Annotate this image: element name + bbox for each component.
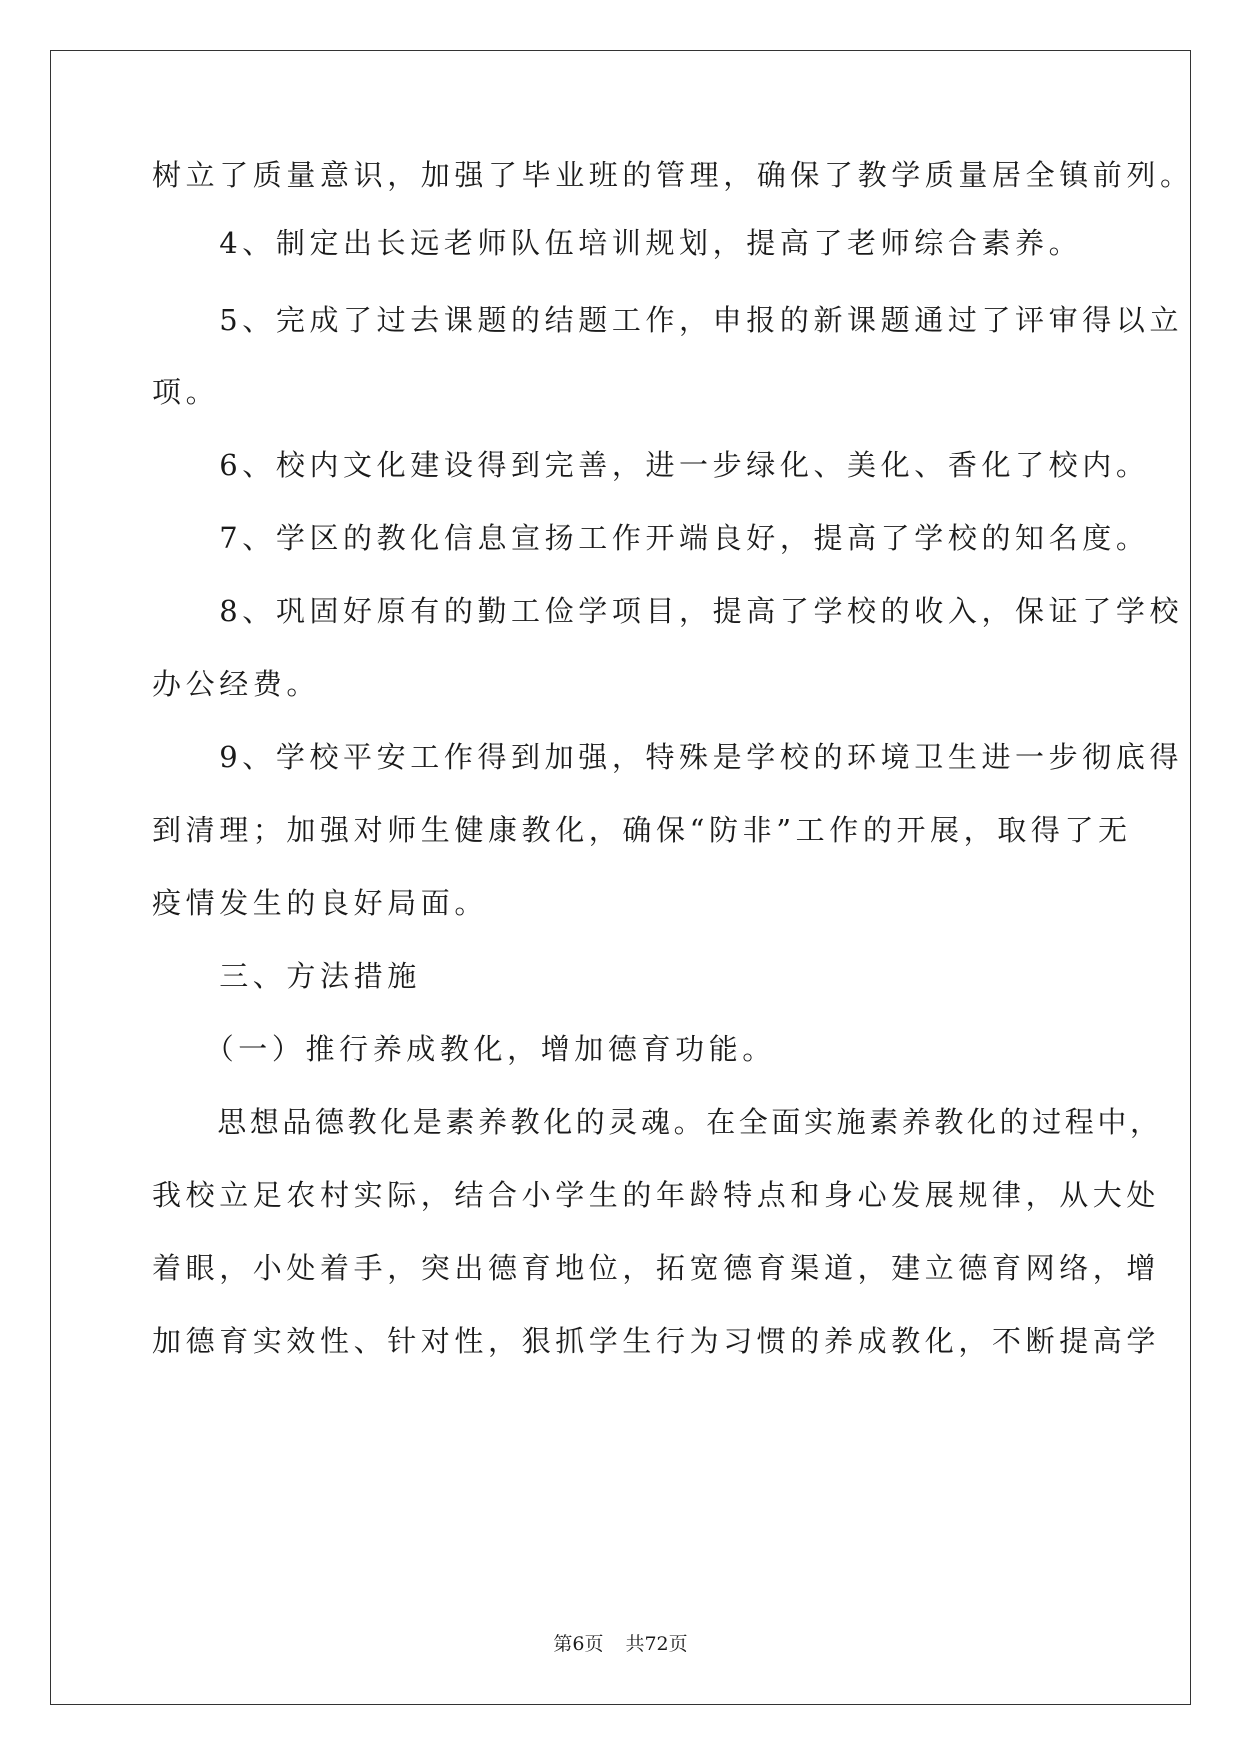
text-line: 8、巩固好原有的勤工俭学项目，提高了学校的收入，保证了学校 xyxy=(152,594,1184,628)
text-line: 7、学区的教化信息宣扬工作开端良好，提高了学校的知名度。 xyxy=(152,521,1150,555)
page-number: 第6页 xyxy=(553,1633,604,1655)
page-total: 共72页 xyxy=(625,1633,688,1655)
text-line: 疫情发生的良好局面。 xyxy=(152,886,489,920)
text-line: 5、完成了过去课题的结题工作，申报的新课题通过了评审得以立 xyxy=(152,303,1184,337)
text-line: 我校立足农村实际，结合小学生的年龄特点和身心发展规律，从大处 xyxy=(152,1178,1161,1212)
text-line: 思想品德教化是素养教化的灵魂。在全面实施素养教化的过程中， xyxy=(152,1105,1163,1139)
text-line: 9、学校平安工作得到加强，特殊是学校的环境卫生进一步彻底得 xyxy=(152,740,1184,774)
text-line: 着眼，小处着手，突出德育地位，拓宽德育渠道，建立德育网络，增 xyxy=(152,1251,1161,1285)
text-line: 树立了质量意识，加强了毕业班的管理，确保了教学质量居全镇前列。 xyxy=(152,158,1194,192)
text-line: 项。 xyxy=(152,375,220,409)
text-line: 加德育实效性、针对性，狠抓学生行为习惯的养成教化，不断提高学 xyxy=(152,1324,1161,1358)
text-line: 到清理；加强对师生健康教化，确保“防非”工作的开展，取得了无 xyxy=(152,813,1132,847)
text-line: 办公经费。 xyxy=(152,667,321,701)
page-border xyxy=(50,50,1191,1705)
page-footer xyxy=(0,1632,1241,1656)
text-line: 6、校内文化建设得到完善，进一步绿化、美化、香化了校内。 xyxy=(152,448,1150,482)
subsection-heading: （一）推行养成教化，增加德育功能。 xyxy=(152,1032,776,1066)
text-line: 4、制定出长远老师队伍培训规划，提高了老师综合素养。 xyxy=(152,226,1083,260)
section-heading: 三、方法措施 xyxy=(152,959,421,993)
